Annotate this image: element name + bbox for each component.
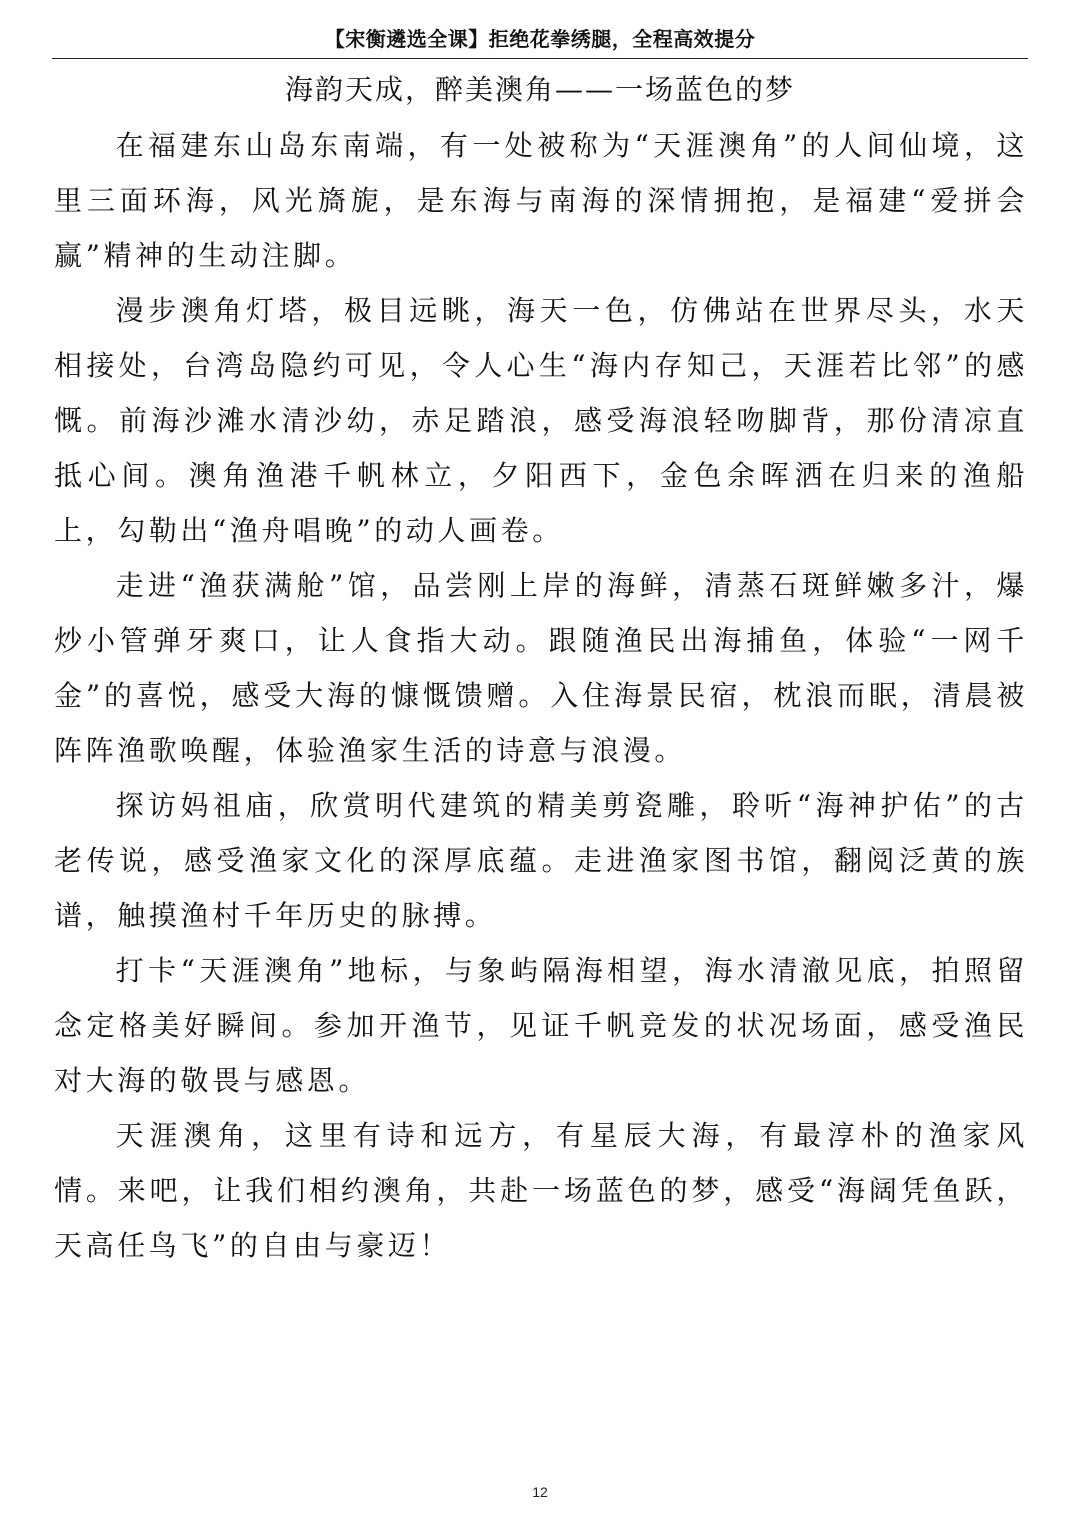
paragraph-1: 在福建东山岛东南端，有一处被称为“天涯澳角”的人间仙境，这里三面环海，风光旖旎，是东海与南海的深情拥抱，是福建“爱拼会赢”精神的生动注脚。 (54, 129, 1028, 272)
paragraph-2: 漫步澳角灯塔，极目远眺，海天一色，仿佛站在世界尽头，水天相接处，台湾岛隐约可见，令人心生“海内存知己，天涯若比邻”的感慨。前海沙滩水清沙幼，赤足踏浪，感受海浪轻吻脚背，那份清凉直抵心间。澳角渔港千帆林立，夕阳西下，金色余晖洒在归来的渔船上，勾勒出“渔舟唱晚”的动人画卷。 (54, 294, 1028, 547)
paragraph-4: 探访妈祖庙，欣赏明代建筑的精美剪瓷雕，聆听“海神护佑”的古老传说，感受渔家文化的深厚底蕴。走进渔家图书馆，翻阅泛黄的族谱，触摸渔村千年历史的脉搏。 (54, 789, 1028, 932)
article-body (54, 118, 1028, 1273)
paragraph-6: 天涯澳角，这里有诗和远方，有星辰大海，有最淳朴的渔家风情。来吧，让我们相约澳角，共赴一场蓝色的梦，感受“海阔凭鱼跃，天高任鸟飞”的自由与豪迈！ (54, 1119, 1028, 1262)
header-divider (52, 58, 1028, 59)
page-number: 12 (532, 1484, 548, 1500)
page-header: 【宋衡遴选全课】拒绝花拳绣腿，全程高效提分 (324, 27, 756, 51)
article-title: 海韵天成，醉美澳角——一场蓝色的梦 (284, 73, 795, 106)
paragraph-5: 打卡“天涯澳角”地标，与象屿隔海相望，海水清澈见底，拍照留念定格美好瞬间。参加开渔节，见证千帆竞发的状况场面，感受渔民对大海的敬畏与感恩。 (54, 954, 1028, 1097)
paragraph-3: 走进“渔获满舱”馆，品尝刚上岸的海鲜，清蒸石斑鲜嫩多汁，爆炒小管弹牙爽口，让人食指大动。跟随渔民出海捕鱼，体验“一网千金”的喜悦，感受大海的慷慨馈赠。入住海景民宿，枕浪而眠，清晨被阵阵渔歌唤醒，体验渔家生活的诗意与浪漫。 (54, 569, 1028, 767)
